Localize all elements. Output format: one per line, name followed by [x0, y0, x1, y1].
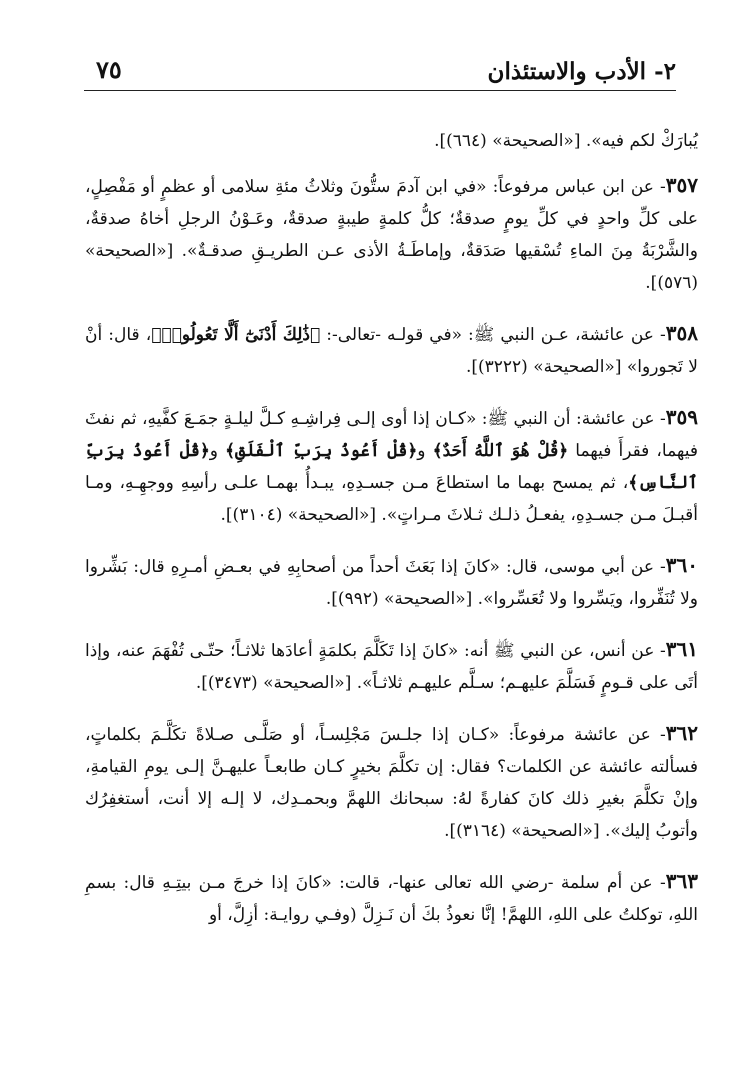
- hadith-continuation: [85, 125, 698, 157]
- hadith-360: [85, 549, 698, 615]
- quran-verse: ﴿قُلْ أَعُوذُ بِرَبِّ ٱلْفَلَقِ﴾: [225, 441, 418, 461]
- hadith-362: [85, 717, 698, 847]
- hadith-number: ٣٦١: [665, 637, 698, 661]
- hadith-number: ٣٥٧: [665, 173, 698, 197]
- hadith-text: و: [209, 441, 226, 461]
- hadith-text: ، ثم يمسح بهما ما استطاعَ مـن جسـدِهِ، يبـدأُ بهمـا علـى رأسِهِ ووجهِـهِ، ومـا أقبـلَ مـن جسـدِهِ، يفعـلُ ذلـك ثـلاثَ مـراتٍ». [«الصحيحة» (٣١٠٤)].: [85, 473, 698, 525]
- hadith-text: - عن عائشة مرفوعاً: «كـان إذا جلـسَ مَجْلِسـاً، أو صَلَّـى صـلاةً تكَلَّـمَ بكلماتٍ، فسألته عائشة عن الكلمات؟ فقال: إن تكلَّمَ بخيرٍ كـان طابعـاً عليهـنَّ إلـى يومِ القيامةِ، وإنْ تكلَّمَ بغيرِ ذلك كانَ كفارةً لهُ: سبحانك اللهمَّ وبحمـدِك، لا إلـه إلا أنت، أستغفِرُك وأتوبُ إليك». [«الصحيحة» (٣١٦٤)].: [85, 725, 698, 841]
- quran-verse: ﴿قُلْ هُوَ ٱللَّهُ أَحَدٌ﴾: [432, 441, 569, 461]
- hadith-text: - عن عائشة: أن النبي ﷺ: «كـان إذا أوى إلـى فِراشِـهِ كـلَّ ليلـةٍ جمَـعَ كفَّيهِ، ثم نفثَ فيهما، فقرأَ فيهما: [85, 409, 698, 461]
- hadith-number: ٣٦٠: [665, 553, 698, 577]
- hadith-357: [85, 169, 698, 299]
- hadith-number: ٣٦٣: [665, 869, 698, 893]
- hadith-text: - عن أم سلمة -رضي الله تعالى عنها-، قالت: «كانَ إذا خرجَ مـن بيتِـهِ قال: بسمِ اللهِ، توكلتُ على اللهِ، اللهمَّ! إنَّا نعوذُ بكَ أن نَـزِلَّ (وفـي روايـة: أزِلَّ، أو: [85, 873, 698, 925]
- hadith-text: يُبارَكْ لكم فيه». [«الصحيحة» (٦٦٤)].: [434, 131, 698, 151]
- hadith-number: ٣٦٢: [665, 721, 698, 745]
- hadith-text: - عن عائشة، عـن النبي ﷺ: «في قولـه -تعالى-:: [320, 325, 666, 345]
- hadith-text: ، قال: أنْ لا تَجوروا» [«الصحيحة» (٣٢٢٢)].: [85, 325, 698, 377]
- hadith-text: و: [417, 441, 433, 461]
- hadith-text: - عن ابن عباس مرفوعاً: «في ابن آدمَ ستُّونَ وثلاثُ مئةِ سلامى أو عظمٍ أو مَفْصِلٍ، على كلِّ واحدٍ في كلِّ يومٍ صدقةٌ؛ كلُّ كلمةٍ طيبةٍ صدقةٌ، وعَـوْنُ الرجلِ أخاهُ صدقةٌ، والشَّرْبَةُ مِنَ الماءِ تُسْقيها صَدَقةٌ، وإماطَـةُ الأذى عـن الطريـقِ صدقـةٌ». [«الصحيحة» (٥٧٦)].: [85, 177, 698, 293]
- quran-verse: ﴿ذَٰلِكَ أَدْنَىٰٓ أَلَّا تَعُولُوا۟﴾: [151, 325, 321, 345]
- page-number: ٧٥: [96, 55, 122, 84]
- hadith-363: [85, 865, 698, 931]
- hadith-number: ٣٥٨: [665, 321, 698, 345]
- hadith-361: [85, 633, 698, 699]
- chapter-title: ٢- الأدب والاستئذان: [487, 58, 676, 85]
- hadith-text: - عن أنس، عن النبي ﷺ أنه: «كانَ إذا تَكَلَّمَ بكلمَةٍ أعادَها ثلاثـاً؛ حتّـى تُفْهَمَ عنه، وإذا أتَى على قـومٍ فَسَلَّمَ عليهـم؛ سـلَّم عليهـم ثلاثـاً». [«الصحيحة» (٣٤٧٣)].: [85, 641, 698, 693]
- hadith-number: ٣٥٩: [665, 405, 698, 429]
- page-content: [85, 125, 698, 949]
- page-header: [84, 48, 676, 91]
- hadith-358: [85, 317, 698, 383]
- hadith-text: - عن أبي موسى، قال: «كانَ إذا بَعَثَ أحداً من أصحابِهِ في بعـضِ أمـرِهِ قال: بَشِّروا ولا تُنَفِّروا، ويَسِّروا ولا تُعَسِّروا». [«الصحيحة» (٩٩٢)].: [85, 557, 698, 609]
- quran-verse: ﴿قُلْ أَعُوذُ بِرَبِّ ٱلنَّاسِ﴾: [85, 441, 698, 493]
- hadith-359: [85, 401, 698, 531]
